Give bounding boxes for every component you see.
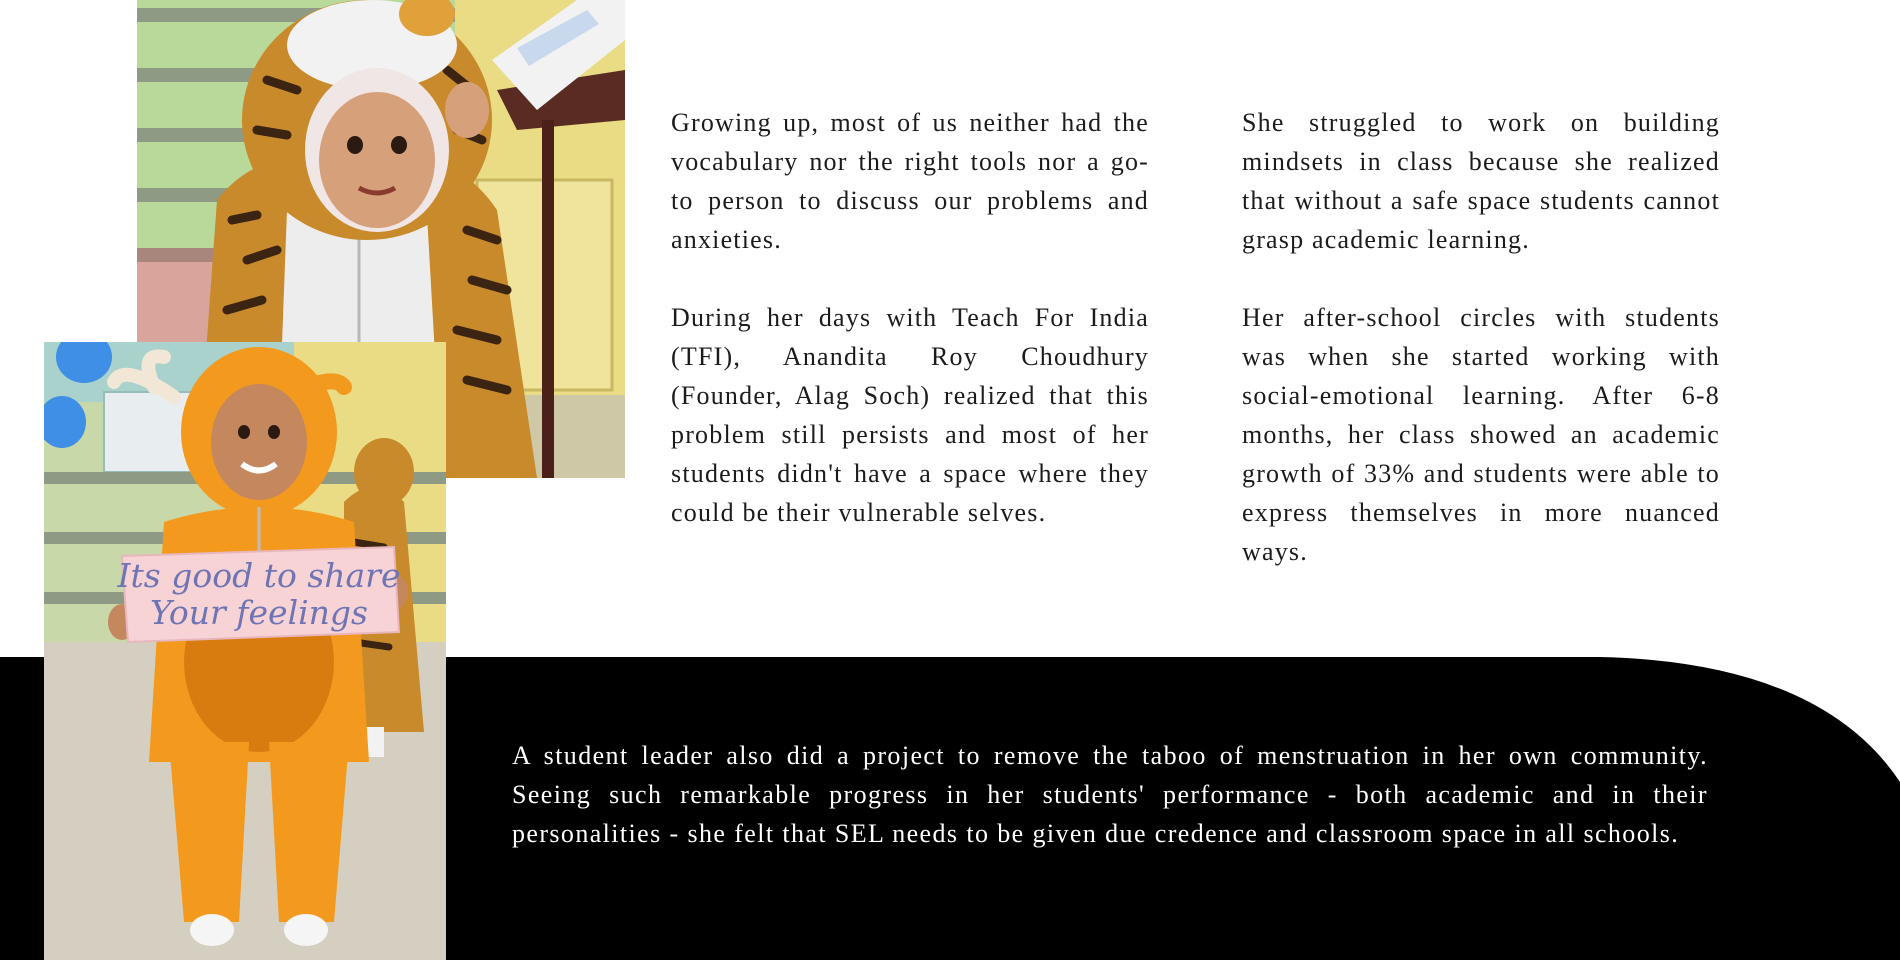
left-paragraph-2: During her days with Teach For India (TFI), Anandita Roy Choudhury (Founder, Alag Soch) realized that this problem still persists and most of her students didn't have a space where they could be their vulnerable selves. <box>671 303 1149 527</box>
right-text-column <box>1242 103 1720 610</box>
right-paragraph-1: She struggled to work on building mindsets in class because she realized that without a safe space students cannot grasp academic learning. <box>1242 108 1720 254</box>
left-text-column <box>671 103 1149 571</box>
band-paragraph: A student leader also did a project to remove the taboo of menstruation in her own community. Seeing such remarkable progress in her students' performance - both academic and in their personalities - she felt that SEL needs to be given due credence and classroom space in all schools. <box>512 741 1708 848</box>
deer-costume-photo <box>44 342 446 960</box>
right-paragraph-2: Her after-school circles with students was when she started working with social-emotional learning. After 6-8 months, her class showed an academic growth of 33% and students were able to express themselves in more nuanced ways. <box>1242 303 1720 566</box>
sign-line-2: Your feelings <box>150 593 368 632</box>
sign-line-1: Its good to share <box>117 556 401 595</box>
left-paragraph-1: Growing up, most of us neither had the vocabulary nor the right tools nor a go-to person to discuss our problems and anxieties. <box>671 108 1149 254</box>
